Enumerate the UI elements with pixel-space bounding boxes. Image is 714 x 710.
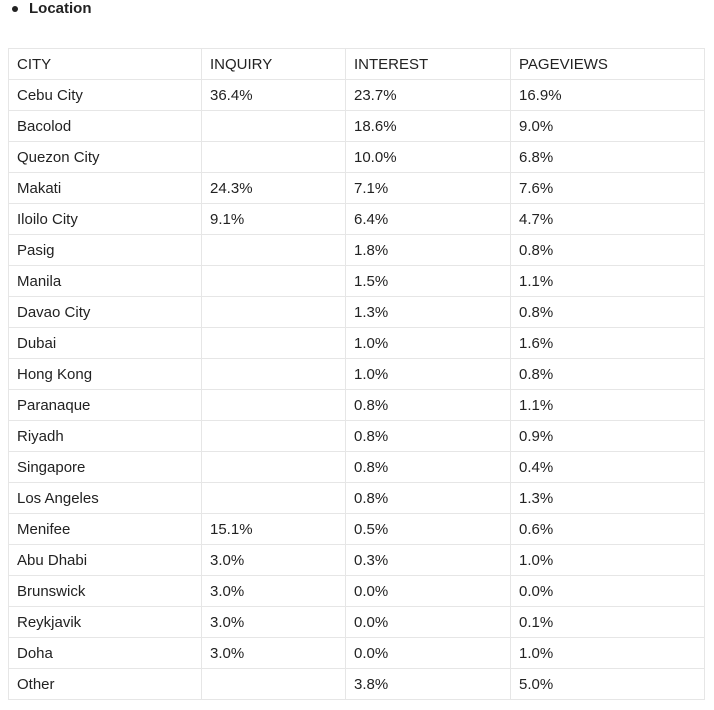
city-cell: Manila bbox=[9, 266, 202, 297]
location-table bbox=[8, 48, 705, 700]
inquiry-cell bbox=[202, 359, 346, 390]
interest-cell: 0.0% bbox=[346, 638, 511, 669]
pageviews-cell: 1.1% bbox=[511, 390, 705, 421]
pageviews-cell: 0.8% bbox=[511, 359, 705, 390]
city-cell: Los Angeles bbox=[9, 483, 202, 514]
pageviews-cell: 0.1% bbox=[511, 607, 705, 638]
pageviews-cell: 1.0% bbox=[511, 638, 705, 669]
inquiry-cell bbox=[202, 266, 346, 297]
pageviews-cell: 0.9% bbox=[511, 421, 705, 452]
interest-cell: 1.8% bbox=[346, 235, 511, 266]
pageviews-cell: 0.6% bbox=[511, 514, 705, 545]
column-header-city: CITY bbox=[9, 49, 202, 80]
inquiry-cell bbox=[202, 142, 346, 173]
interest-cell: 7.1% bbox=[346, 173, 511, 204]
inquiry-cell bbox=[202, 483, 346, 514]
city-cell: Menifee bbox=[9, 514, 202, 545]
table-row bbox=[9, 576, 705, 607]
city-cell: Iloilo City bbox=[9, 204, 202, 235]
city-cell: Davao City bbox=[9, 297, 202, 328]
interest-cell: 10.0% bbox=[346, 142, 511, 173]
table-row bbox=[9, 204, 705, 235]
inquiry-cell bbox=[202, 421, 346, 452]
table-row bbox=[9, 638, 705, 669]
inquiry-cell bbox=[202, 390, 346, 421]
interest-cell: 18.6% bbox=[346, 111, 511, 142]
pageviews-cell: 0.0% bbox=[511, 576, 705, 607]
inquiry-cell: 3.0% bbox=[202, 607, 346, 638]
column-header-inquiry: INQUIRY bbox=[202, 49, 346, 80]
pageviews-cell: 6.8% bbox=[511, 142, 705, 173]
city-cell: Cebu City bbox=[9, 80, 202, 111]
table-row bbox=[9, 421, 705, 452]
table-row bbox=[9, 297, 705, 328]
interest-cell: 0.8% bbox=[346, 483, 511, 514]
bullet-icon bbox=[12, 6, 18, 12]
city-cell: Reykjavik bbox=[9, 607, 202, 638]
table-header-row bbox=[9, 49, 705, 80]
city-cell: Singapore bbox=[9, 452, 202, 483]
inquiry-cell bbox=[202, 297, 346, 328]
inquiry-cell: 9.1% bbox=[202, 204, 346, 235]
table-row bbox=[9, 111, 705, 142]
interest-cell: 6.4% bbox=[346, 204, 511, 235]
inquiry-cell: 36.4% bbox=[202, 80, 346, 111]
pageviews-cell: 0.8% bbox=[511, 235, 705, 266]
pageviews-cell: 0.4% bbox=[511, 452, 705, 483]
pageviews-cell: 0.8% bbox=[511, 297, 705, 328]
table-row bbox=[9, 142, 705, 173]
table-row bbox=[9, 607, 705, 638]
pageviews-cell: 4.7% bbox=[511, 204, 705, 235]
pageviews-cell: 1.6% bbox=[511, 328, 705, 359]
table-row bbox=[9, 328, 705, 359]
interest-cell: 0.0% bbox=[346, 607, 511, 638]
city-cell: Doha bbox=[9, 638, 202, 669]
table-row bbox=[9, 266, 705, 297]
inquiry-cell bbox=[202, 452, 346, 483]
pageviews-cell: 16.9% bbox=[511, 80, 705, 111]
city-cell: Dubai bbox=[9, 328, 202, 359]
interest-cell: 0.8% bbox=[346, 390, 511, 421]
city-cell: Paranaque bbox=[9, 390, 202, 421]
interest-cell: 0.5% bbox=[346, 514, 511, 545]
inquiry-cell: 24.3% bbox=[202, 173, 346, 204]
column-header-pageviews: PAGEVIEWS bbox=[511, 49, 705, 80]
interest-cell: 1.5% bbox=[346, 266, 511, 297]
inquiry-cell: 15.1% bbox=[202, 514, 346, 545]
table-row bbox=[9, 359, 705, 390]
interest-cell: 3.8% bbox=[346, 669, 511, 700]
city-cell: Abu Dhabi bbox=[9, 545, 202, 576]
interest-cell: 1.0% bbox=[346, 328, 511, 359]
table-row bbox=[9, 669, 705, 700]
inquiry-cell: 3.0% bbox=[202, 576, 346, 607]
table-row bbox=[9, 173, 705, 204]
city-cell: Quezon City bbox=[9, 142, 202, 173]
column-header-interest: INTEREST bbox=[346, 49, 511, 80]
interest-cell: 0.8% bbox=[346, 452, 511, 483]
pageviews-cell: 7.6% bbox=[511, 173, 705, 204]
interest-cell: 0.0% bbox=[346, 576, 511, 607]
table-row bbox=[9, 390, 705, 421]
city-cell: Pasig bbox=[9, 235, 202, 266]
inquiry-cell: 3.0% bbox=[202, 545, 346, 576]
pageviews-cell: 1.1% bbox=[511, 266, 705, 297]
table-row bbox=[9, 545, 705, 576]
interest-cell: 0.8% bbox=[346, 421, 511, 452]
inquiry-cell bbox=[202, 111, 346, 142]
city-cell: Bacolod bbox=[9, 111, 202, 142]
inquiry-cell bbox=[202, 328, 346, 359]
city-cell: Hong Kong bbox=[9, 359, 202, 390]
section-title: Location bbox=[29, 0, 92, 17]
table-body bbox=[9, 80, 705, 700]
pageviews-cell: 9.0% bbox=[511, 111, 705, 142]
pageviews-cell: 1.0% bbox=[511, 545, 705, 576]
pageviews-cell: 5.0% bbox=[511, 669, 705, 700]
city-cell: Makati bbox=[9, 173, 202, 204]
interest-cell: 1.0% bbox=[346, 359, 511, 390]
city-cell: Brunswick bbox=[9, 576, 202, 607]
section-heading bbox=[12, 0, 92, 18]
inquiry-cell bbox=[202, 235, 346, 266]
pageviews-cell: 1.3% bbox=[511, 483, 705, 514]
table-row bbox=[9, 514, 705, 545]
table-row bbox=[9, 80, 705, 111]
table-row bbox=[9, 483, 705, 514]
interest-cell: 1.3% bbox=[346, 297, 511, 328]
city-cell: Riyadh bbox=[9, 421, 202, 452]
table-row bbox=[9, 235, 705, 266]
inquiry-cell bbox=[202, 669, 346, 700]
interest-cell: 23.7% bbox=[346, 80, 511, 111]
city-cell: Other bbox=[9, 669, 202, 700]
interest-cell: 0.3% bbox=[346, 545, 511, 576]
inquiry-cell: 3.0% bbox=[202, 638, 346, 669]
table-row bbox=[9, 452, 705, 483]
